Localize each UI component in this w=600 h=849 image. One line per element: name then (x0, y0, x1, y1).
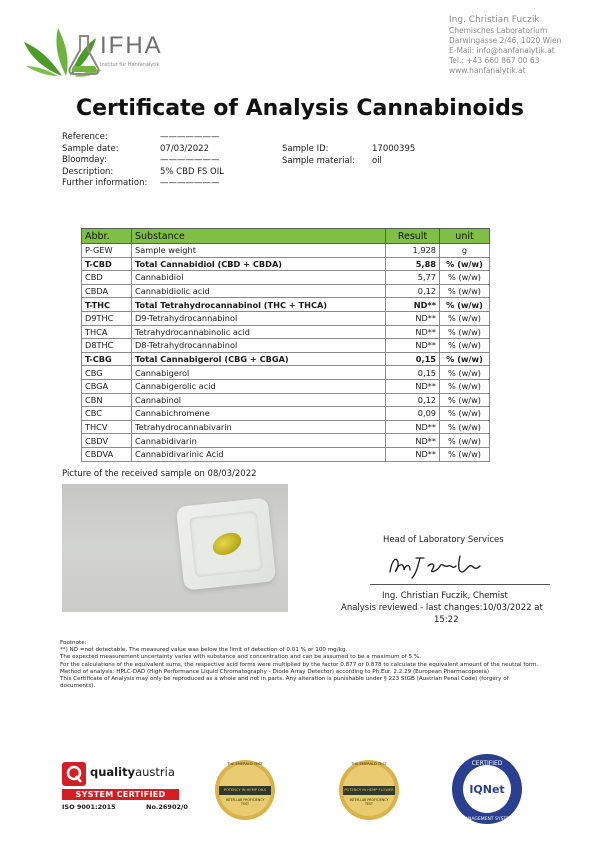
meta-right-labels (282, 144, 355, 167)
header-substance: Substance (132, 229, 386, 244)
results-table (81, 228, 490, 462)
cell-abbr: P-GEW (82, 244, 132, 258)
cell-abbr: T-THC (82, 298, 132, 312)
meta-left-values (160, 132, 224, 190)
cell-result: ND** (386, 434, 440, 448)
cell-abbr: CBN (82, 393, 132, 407)
lab-email: E-Mail: info@hanfanalytik.at (449, 46, 555, 55)
cell-result: ND** (386, 298, 440, 312)
cell-unit: % (w/w) (440, 271, 490, 285)
cell-substance: Tetrahydrocannabivarin (132, 420, 386, 434)
cell-substance: Cannabidiolic acid (132, 284, 386, 298)
cell-unit: % (w/w) (440, 352, 490, 366)
header-abbr: Abbr. (82, 229, 132, 244)
sample-id-value: 17000395 (372, 144, 416, 154)
sample-material-value: oil (372, 155, 382, 166)
footnote-line-2: The expected measurement uncertainty varies with substance and concentration and can be assumed to be a maximum of 5 %. (60, 654, 422, 661)
table-row (82, 257, 490, 271)
cell-result: ND** (386, 325, 440, 339)
cell-substance: Tetrahydrocannabinolic acid (132, 325, 386, 339)
cell-substance: Cannabigerolic acid (132, 379, 386, 393)
results-body (82, 244, 490, 462)
cell-result: 5,77 (386, 271, 440, 285)
bloomday-value: ——————— (160, 155, 220, 165)
handwritten-signature (382, 548, 502, 584)
cell-abbr: T-CBG (82, 352, 132, 366)
cell-unit: % (w/w) (440, 407, 490, 421)
cell-abbr: CBG (82, 366, 132, 380)
lab-website: www.hanfanalytik.at (449, 66, 526, 75)
sample-id-label: Sample ID: (282, 144, 329, 154)
picture-caption: Picture of the received sample on 08/03/2022 (62, 469, 257, 479)
cell-abbr: CBC (82, 407, 132, 421)
cell-substance: Cannabidiol (132, 271, 386, 285)
cell-result: ND** (386, 311, 440, 325)
iqnet-bottom-text: MANAGEMENT SYSTEM (461, 817, 513, 822)
cell-unit: % (w/w) (440, 420, 490, 434)
cell-unit: % (w/w) (440, 434, 490, 448)
footnote-label: Footnote: (60, 640, 87, 646)
meta-left-labels (62, 132, 147, 190)
badge-2-bottom: INTER-LAB PROFICIENCY TEST (349, 798, 389, 806)
review-note (341, 603, 566, 626)
cell-substance: D9-Tetrahydrocannabinol (132, 311, 386, 325)
description-value: 5% CBD FS OIL (160, 166, 224, 177)
certificate-number: No.26902/0 (146, 803, 188, 811)
header-unit: unit (440, 229, 490, 244)
table-row (82, 271, 490, 285)
logo-subtitle: Institut für Hanfanalytik (100, 62, 160, 68)
system-certified-label: SYSTEM CERTIFIED (62, 789, 179, 800)
cell-substance: Total Cannabigerol (CBG + CBGA) (132, 352, 386, 366)
header-result: Result (386, 229, 440, 244)
cell-result: 0,12 (386, 284, 440, 298)
further-info-value: ——————— (160, 178, 220, 188)
cell-abbr: T-CBD (82, 257, 132, 271)
signatory-name: Ing. Christian Fuczik, Chemist (382, 591, 508, 601)
cell-abbr: CBDV (82, 434, 132, 448)
cell-substance: Total Cannabidiol (CBD + CBDA) (132, 257, 386, 271)
iqnet-certified-seal (451, 753, 523, 825)
cell-result: 0,15 (386, 366, 440, 380)
cell-substance: Cannabinol (132, 393, 386, 407)
cell-unit: % (w/w) (440, 379, 490, 393)
cell-abbr: CBDVA (82, 447, 132, 461)
oil-drop (209, 528, 245, 559)
cell-substance: Total Tetrahydrocannabinol (THC + THCA) (132, 298, 386, 312)
lab-contact-block (449, 15, 561, 76)
cell-unit: g (440, 244, 490, 258)
footnote-line-4: Method of analysis: HPLC-DAD (High Performance Liquid Chromatography - Diode Array Detector) according to Ph.Eur. 2.2.29 (European Pharmacopoeia) (60, 668, 490, 675)
table-row (82, 379, 490, 393)
badge-2-top: THE EMERALD TEST (351, 762, 387, 766)
sample-date-label: Sample date: (62, 143, 119, 154)
sample-photo (62, 484, 288, 612)
cell-abbr: CBDA (82, 284, 132, 298)
table-row (82, 434, 490, 448)
signature-line (370, 584, 550, 585)
cell-abbr: D8THC (82, 339, 132, 353)
table-row (82, 407, 490, 421)
cell-abbr: D9THC (82, 311, 132, 325)
footnote-line-1: **) ND =not detectable. The measured value was below the limit of detection of 0.01 % or 100 mg/kg. (60, 647, 348, 654)
cell-substance: Cannabidivarinic Acid (132, 447, 386, 461)
cell-abbr: THCA (82, 325, 132, 339)
cell-abbr: THCV (82, 420, 132, 434)
cell-unit: % (w/w) (440, 298, 490, 312)
cell-unit: % (w/w) (440, 339, 490, 353)
signatory-role: Head of Laboratory Services (383, 535, 504, 545)
cell-result: ND** (386, 420, 440, 434)
table-row (82, 366, 490, 380)
cell-result: ND** (386, 379, 440, 393)
sample-tray-well (189, 511, 263, 578)
cell-result: 5,88 (386, 257, 440, 271)
description-label: Description: (62, 166, 114, 177)
cell-result: 0,12 (386, 393, 440, 407)
lab-subtitle: Chemisches Laboratorium (449, 26, 548, 35)
cell-unit: % (w/w) (440, 284, 490, 298)
lab-address: Darwingasse 2/46, 1020 Wien (449, 36, 562, 45)
cell-result: ND** (386, 447, 440, 461)
lab-name: Ing. Christian Fuczik (449, 15, 540, 25)
cell-substance: Cannabidivarin (132, 434, 386, 448)
badge-1-top: THE EMERALD TEST (227, 762, 263, 766)
footnote-line-3: For the calculations of the equivalent sums, the respective acid forms were multiplied by the factor 0.877 or 0.878 to calculate the equivalent amount of the neutral form. (60, 661, 539, 668)
cell-substance: Cannabigerol (132, 366, 386, 380)
sample-tray (176, 497, 276, 590)
cell-result: 1,928 (386, 244, 440, 258)
cell-abbr: CBGA (82, 379, 132, 393)
review-line-2: 15:22 (434, 614, 459, 625)
cell-unit: % (w/w) (440, 257, 490, 271)
iqnet-top-text: CERTIFIED (471, 760, 503, 767)
emerald-test-badge-oils (213, 758, 277, 822)
table-row (82, 447, 490, 461)
cell-substance: D8-Tetrahydrocannabinol (132, 339, 386, 353)
cell-substance: Sample weight (132, 244, 386, 258)
table-row (82, 325, 490, 339)
bloomday-label: Bloomday: (62, 155, 107, 165)
cell-unit: % (w/w) (440, 393, 490, 407)
cell-result: 0,15 (386, 352, 440, 366)
review-line-1: Analysis reviewed - last changes:10/03/2022 at (341, 603, 543, 613)
cell-unit: % (w/w) (440, 325, 490, 339)
cell-unit: % (w/w) (440, 366, 490, 380)
page-title: Certificate of Analysis Cannabinoids (75, 96, 525, 121)
quality-austria-q-icon (62, 762, 86, 786)
table-row (82, 244, 490, 258)
cell-unit: % (w/w) (440, 447, 490, 461)
reference-label: Reference: (62, 132, 108, 142)
quality-austria-name: qualityaustria (90, 765, 175, 779)
meta-right-values (372, 144, 415, 167)
logo-text: IFHA (100, 32, 163, 59)
table-row (82, 311, 490, 325)
table-row (82, 352, 490, 366)
cell-substance: Cannabichromene (132, 407, 386, 421)
further-info-label: Further information: (62, 178, 148, 188)
footnote-line-5: This Certificate of Analysis may only be reproduced as a whole and not in parts. Any alteration is punishable under § 223 StGB (Austrian Penal Code) (forgery of documents). (60, 676, 509, 690)
footnote (60, 640, 545, 690)
badge-1-bottom: INTER-LAB PROFICIENCY TEST (225, 798, 265, 806)
lab-phone: Tel.: +43 660 867 00 63 (449, 56, 540, 65)
table-header-row (82, 229, 490, 244)
emerald-test-badge-flower (337, 758, 401, 822)
sample-date-value: 07/03/2022 (160, 143, 209, 154)
iqnet-mid-text: IQNet (469, 783, 505, 796)
iso-label: ISO 9001:2015 (62, 803, 116, 811)
cell-result: 0,09 (386, 407, 440, 421)
table-row (82, 339, 490, 353)
reference-value: ——————— (160, 132, 220, 142)
badge-2-mid: POTENCY IN HEMP FLOWER (343, 786, 395, 795)
sample-material-label: Sample material: (282, 155, 355, 166)
quality-austria-logo (60, 762, 200, 812)
table-row (82, 420, 490, 434)
table-row (82, 393, 490, 407)
table-row (82, 298, 490, 312)
cell-result: ND** (386, 339, 440, 353)
cell-abbr: CBD (82, 271, 132, 285)
cell-unit: % (w/w) (440, 311, 490, 325)
badge-1-mid: POTENCY IN HEMP OILS (219, 786, 271, 795)
table-row (82, 284, 490, 298)
